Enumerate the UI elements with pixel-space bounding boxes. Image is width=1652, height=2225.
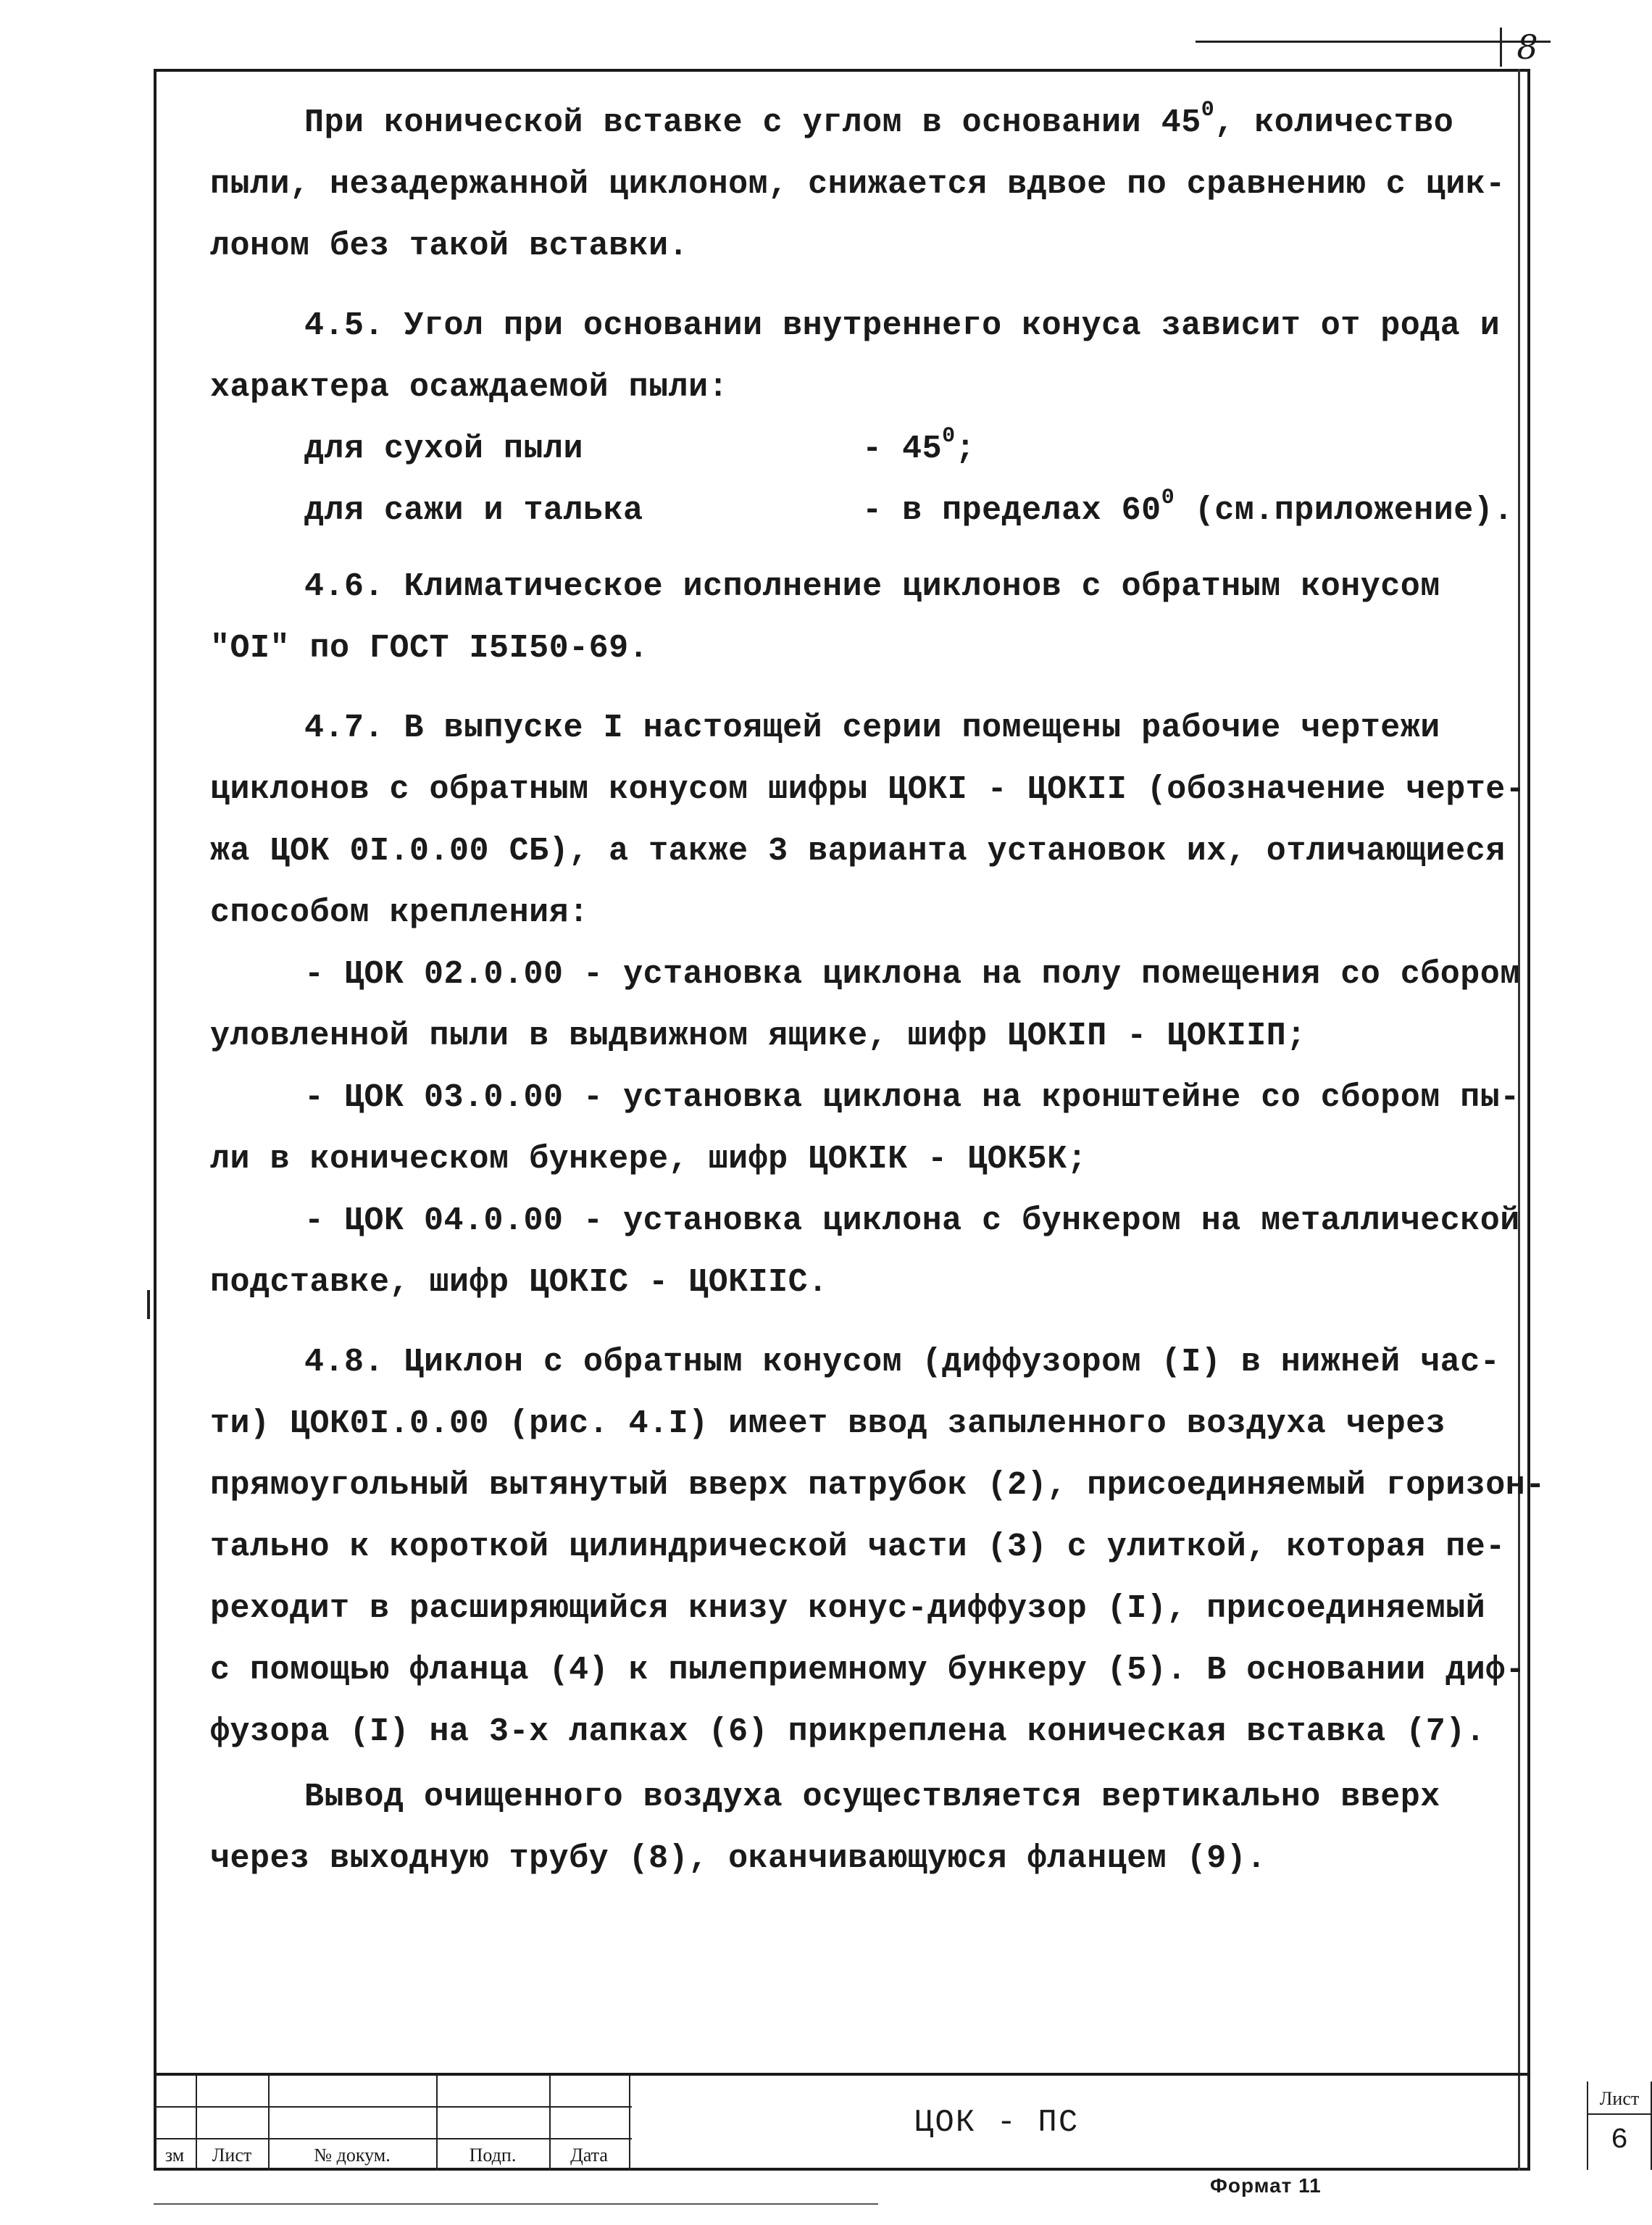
bottom-rule [154, 2203, 878, 2205]
section-4-7-heading: 4.7. В выпуске I настоящей серии помещены рабочие чертежи [304, 710, 1440, 746]
section-4-8-heading: 4.8. Циклон с обратным конусом (диффузором (I) в нижней час- [304, 1344, 1501, 1381]
text-line: реходит в расширяющийся книзу конус-диффузор (I), присоединяемый [210, 1590, 1486, 1627]
text-line: ли в коническом бункере, шифр ЦОКIК - ЦОК5К; [210, 1141, 1088, 1178]
text-line: характера осаждаемой пыли: [210, 369, 729, 406]
text-line: тально к короткой цилиндрической части (3) с улиткой, которая пе- [210, 1529, 1506, 1565]
section-4-5-heading: 4.5. Угол при основании внутреннего конуса зависит от рода и [304, 307, 1501, 344]
text-line: с помощью фланца (4) к пылеприемному бункеру (5). В основании диф- [210, 1652, 1526, 1689]
table-rule [154, 2106, 632, 2108]
table-rule [154, 2138, 632, 2139]
text-line: пыли, незадержанной циклоном, снижается вдвое по сравнению с цик- [210, 166, 1506, 203]
text-line: ти) ЦОК0I.0.00 (рис. 4.I) имеет ввод запыленного воздуха через [210, 1405, 1446, 1442]
handwritten-sheet-number: 8 [1500, 28, 1553, 67]
column-header-doc-number: № докум. [314, 2145, 391, 2166]
text-line: циклонов с обратным конусом шифры ЦОКI - ЦОКII (обозначение черте- [210, 771, 1526, 808]
text-line: жа ЦОК 0I.0.00 СБ), а также 3 варианта установок их, отличающиеся [210, 833, 1506, 870]
text-line: через выходную трубу (8), оканчивающуюся фланцем (9). [210, 1840, 1267, 1877]
title-block [154, 2073, 1640, 2171]
text-line: подставке, шифр ЦОКIС - ЦОКIIС. [210, 1264, 828, 1301]
top-rule [1196, 41, 1551, 43]
text-line: "ОI" по ГОСТ I5I50-69. [210, 630, 649, 667]
column-header-date: Дата [570, 2145, 608, 2166]
list-item: - ЦОК 02.0.00 - установка циклона на полу помещения со сбором [304, 956, 1520, 993]
frame-double-rule [1518, 69, 1520, 2171]
list-item: - ЦОК 04.0.00 - установка циклона с бункером на металлической [304, 1202, 1520, 1239]
text-line: Вывод очищенного воздуха осуществляется вертикально вверх [304, 1779, 1440, 1816]
margin-mark [147, 1290, 150, 1319]
table-rule [629, 2076, 630, 2171]
text-line: фузора (I) на 3-х лапках (6) прикреплена коническая вставка (7). [210, 1713, 1486, 1750]
column-header-signature: Подп. [469, 2145, 517, 2166]
sheet-label: Лист [1588, 2084, 1651, 2115]
revision-table [154, 2076, 632, 2174]
section-4-6-heading: 4.6. Климатическое исполнение циклонов с обратным конусом [304, 568, 1440, 605]
text-line: для сажи и талька - в пределах $60^0$ (см.приложение). [304, 486, 1514, 529]
list-item: - ЦОК 03.0.00 - установка циклона на кронштейне со сбором пы- [304, 1079, 1520, 1116]
sheet-value: 6 [1610, 2124, 1628, 2157]
format-label: Формат 11 [1210, 2174, 1322, 2197]
sheet-box [1587, 2081, 1652, 2170]
text-line: При конической вставке с углом в основании $45^0$, количество [304, 98, 1454, 141]
document-code: ЦОК - ПС [914, 2105, 1080, 2141]
text-line: для сухой пыли - $45^0$; [304, 424, 976, 467]
text-line: прямоугольный вытянутый вверх патрубок (2), присоединяемый горизон- [210, 1467, 1545, 1504]
column-header-change: зм [164, 2145, 185, 2166]
column-header-sheet: Лист [212, 2145, 252, 2166]
text-line: способом крепления: [210, 894, 589, 931]
text-line: уловленной пыли в выдвижном ящике, шифр ЦОКIП - ЦОКIIП; [210, 1018, 1306, 1055]
text-line: лоном без такой вставки. [210, 228, 689, 265]
